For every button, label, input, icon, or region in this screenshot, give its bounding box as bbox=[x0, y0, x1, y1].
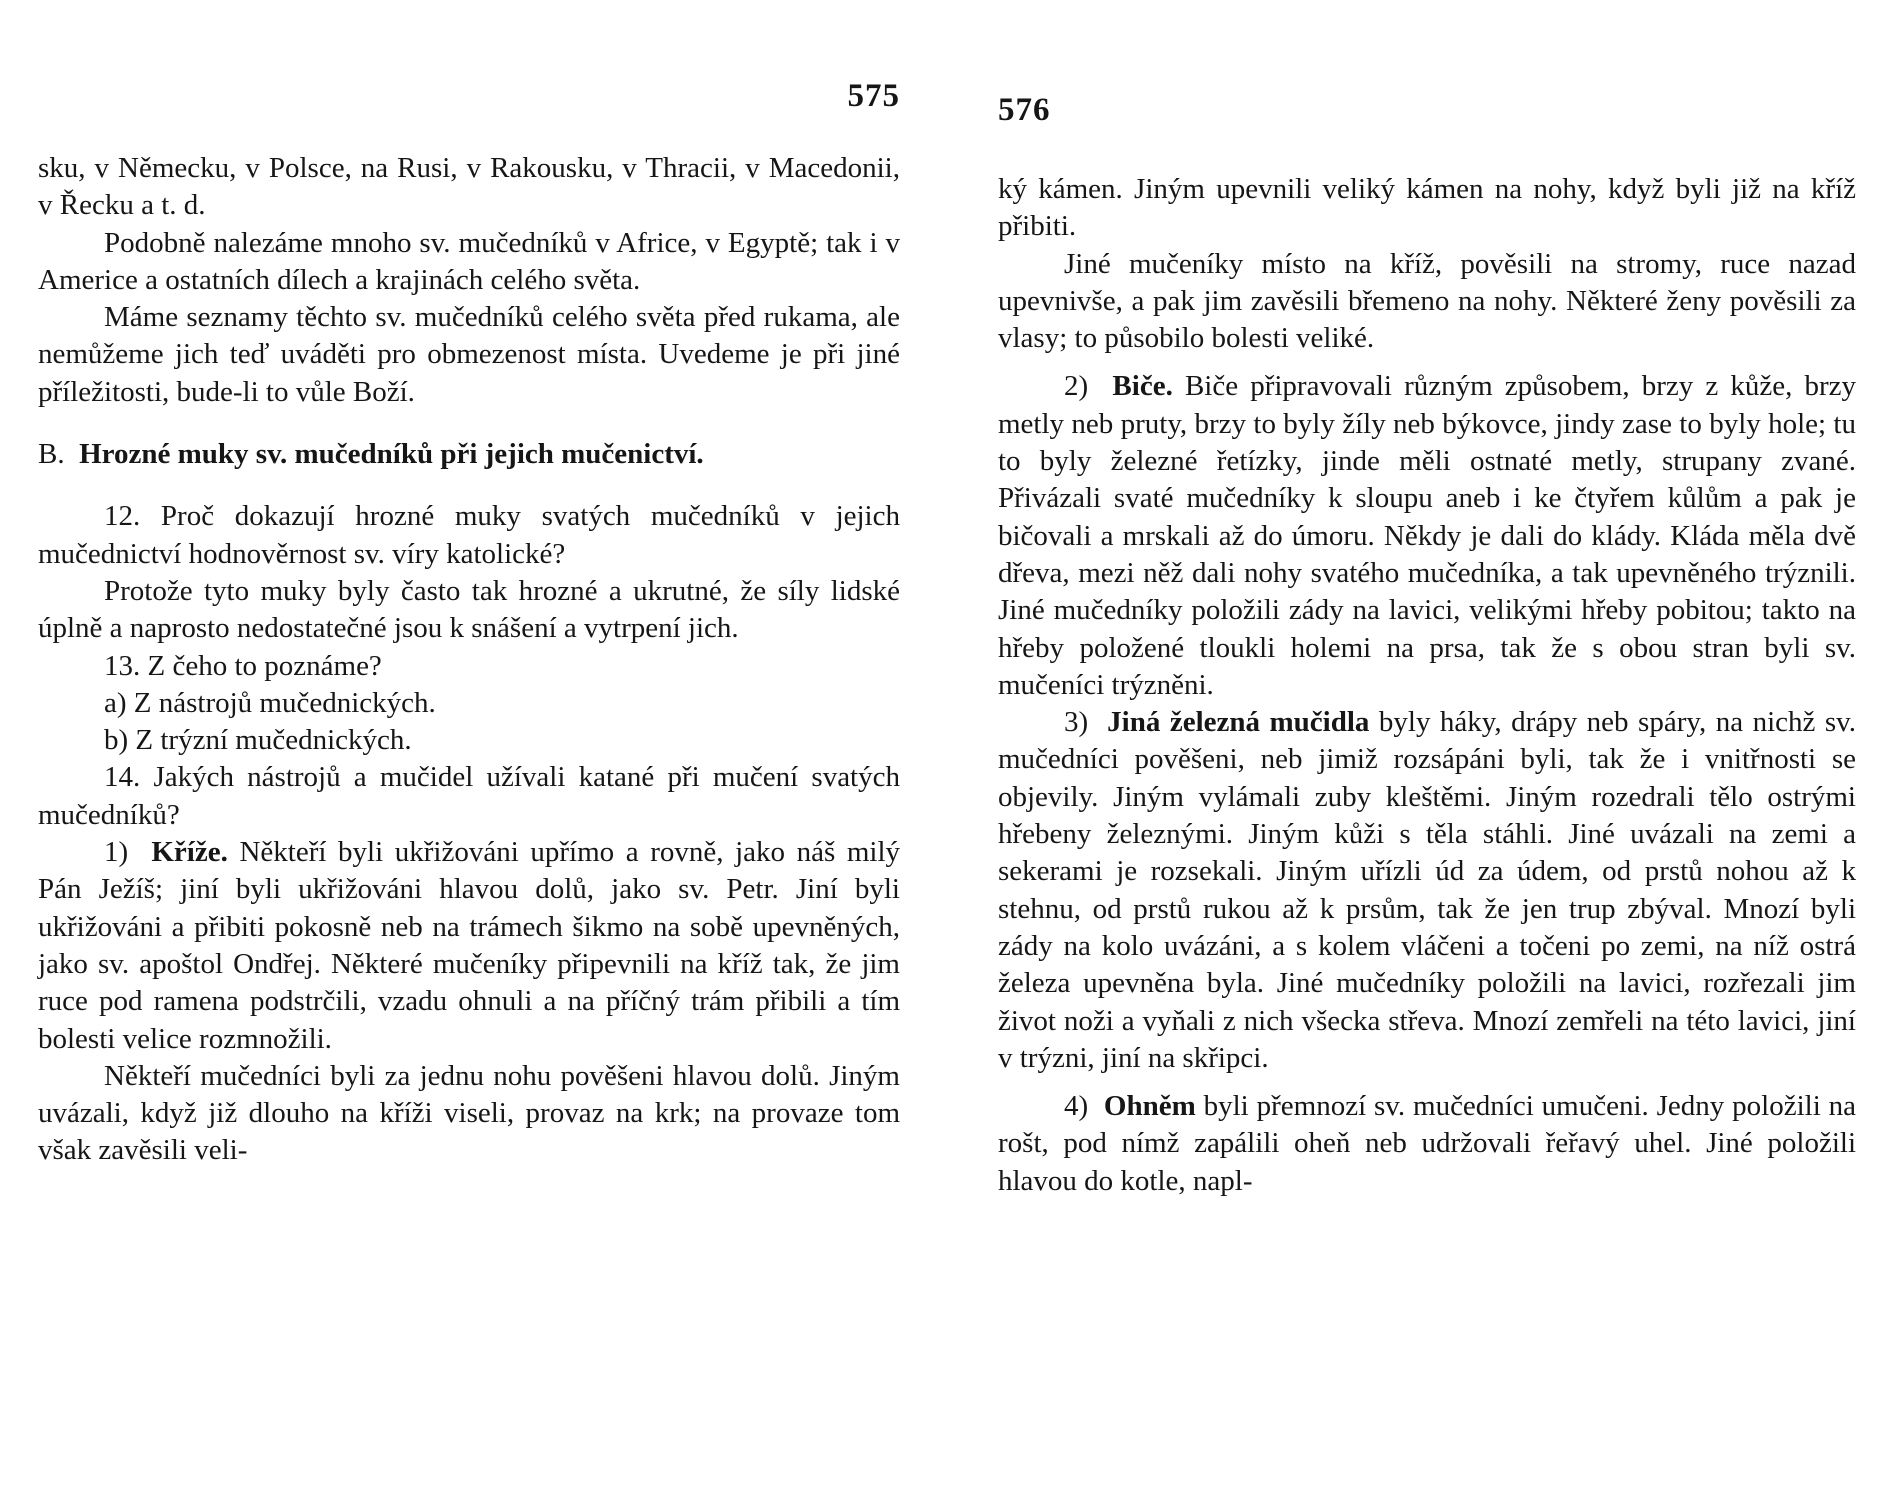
question: 14. Jakých nástrojů a mučidel užívali katané při mučení svatých mučedníků? bbox=[38, 761, 900, 831]
item-text: byli přemnozí sv. mučedníci umučeni. Jedny položili na rošt, pod nímž zapálili oheň neb udržovali řeřavý uhel. Jiné položili hlavou do kotle, napl- bbox=[998, 1090, 1856, 1197]
item-text: byly háky, drápy neb spáry, na nichž sv. mučedníci pověšeni, neb jimiž rozsápáni byli, tak že i vnitřnosti se objevily. Jiným vylámali zuby kleštěmi. Jiným rozedrali tělo ostrými hřebeny železnými. Jiným kůži s těla stáhli. Jiné uvázali na zemi a sekerami je rozsekali. Jiným uřízli úd za údem, od prstů nohou až k stehnu, od prstů rukou až k prsům, tak že jen trup zbýval. Mnozí byli zády na kolo uvázáni, a s kolem vláčeni a točeni po zemi, na níž ostrá železa upevněna byla. Jiné mučedníky položili na lavici, rozřezali jim život noži a vyňali z nich všecka střeva. Mnozí zemřeli na této lavici, jiní v trýzni, jiní na skřipci. bbox=[998, 706, 1857, 1074]
paragraph: Podobně nalezáme mnoho sv. mučedníků v Africe, v Egyptě; tak i v Americe a ostatních dílech a krajinách celého světa. bbox=[38, 226, 900, 296]
paragraph bbox=[998, 368, 1856, 704]
item-title: Ohněm bbox=[1103, 1090, 1196, 1123]
paragraph: Jiné mučeníky místo na kříž, pověsili na stromy, ruce nazad upevnivše, a pak jim zavěsili břemeno na nohy. Některé ženy pověsili za vlasy; to působilo bolesti veliké. bbox=[998, 247, 1856, 355]
paragraph bbox=[998, 1088, 1856, 1200]
item-number: 1) bbox=[104, 836, 129, 869]
paragraph bbox=[38, 834, 900, 1058]
item-title: Kříže. bbox=[151, 836, 228, 869]
right-page bbox=[998, 0, 1856, 1500]
section-letter: B. bbox=[38, 438, 65, 471]
item-title: Jiná železná mučidla bbox=[1107, 706, 1370, 739]
item-text: Biče připravovali různým způsobem, brzy z kůže, brzy metly neb pruty, brzy to byly žíly neb býkovce, jindy zase to byly hole; tu to byly železné řetízky, jinde měli ostnaté metly, strupany zvané. Přivázali svaté mučedníky k sloupu aneb i ke čtyřem kůlům a pak je bičovali a mrskali až do úmoru. Někdy je dali do klády. Kláda měla dvě dřeva, mezi něž dali nohy svatého mučedníka, a tak upevněného trýznili. Jiné mučedníky položili zády na lavici, velikými hřeby pobitou; takto na hřeby položené tloukli holemi na prsa, tak že s obou stran byli sv. mučeníci trýzněni. bbox=[998, 370, 1857, 701]
item-text: Někteří byli ukřižováni upřímo a rovně, jako náš milý Pán Ježíš; jiní byli ukřižováni hlavou dolů, jako sv. Petr. Jiní byli ukřižováni a přibiti pokosně neb na trámech šikmo na sobě upevněných, jako sv. apoštol Ondřej. Některé mučeníky připevnili na kříž tak, že jim ruce pod ramena podstrčili, vzadu ohnuli a na příčný trám přibili a tím bolesti velice rozmnožili. bbox=[38, 836, 901, 1055]
page-text bbox=[38, 150, 900, 1170]
page-text bbox=[998, 171, 1856, 1200]
paragraph: sku, v Německu, v Polsce, na Rusi, v Rakousku, v Thracii, v Macedonii, v Řecku a t. d. bbox=[38, 152, 900, 222]
section-heading bbox=[38, 436, 900, 473]
page-number: 576 bbox=[998, 92, 1051, 128]
item-number: 3) bbox=[1064, 706, 1089, 739]
item-number: 2) bbox=[1064, 370, 1089, 403]
answer: Protože tyto muky byly často tak hrozné a ukrutné, že síly lidské úplně a naprosto nedostatečné jsou k snášení a vytrpení jich. bbox=[38, 574, 900, 645]
page-number: 575 bbox=[847, 78, 900, 114]
left-page bbox=[38, 0, 900, 1500]
question: 13. Z čeho to poznáme? bbox=[104, 649, 382, 682]
paragraph bbox=[998, 704, 1856, 1077]
paragraph: Máme seznamy těchto sv. mučedníků celého světa před rukama, ale nemůžeme jich teď uváděti pro obmezenost místa. Uvedeme je při jiné příležitosti, bude-li to vůle Boží. bbox=[38, 301, 900, 408]
paragraph: ký kámen. Jiným upevnili veliký kámen na nohy, když byli již na kříž přibiti. bbox=[998, 173, 1856, 243]
list-item: b) Z trýzní mučednických. bbox=[104, 724, 412, 757]
section-title: Hrozné muky sv. mučedníků při jejich mučenictví. bbox=[79, 438, 704, 471]
list-item: a) Z nástrojů mučednických. bbox=[104, 686, 436, 719]
paragraph: Někteří mučedníci byli za jednu nohu pověšeni hlavou dolů. Jiným uvázali, když již dlouho na kříži viseli, provaz na krk; na provaze tom však zavěsili veli- bbox=[38, 1059, 900, 1167]
item-number: 4) bbox=[1064, 1090, 1089, 1123]
question: 12. Proč dokazují hrozné muky svatých mučedníků v jejich mučednictví hodnověrnost sv. víry katolické? bbox=[38, 500, 900, 570]
item-title: Biče. bbox=[1112, 370, 1173, 403]
